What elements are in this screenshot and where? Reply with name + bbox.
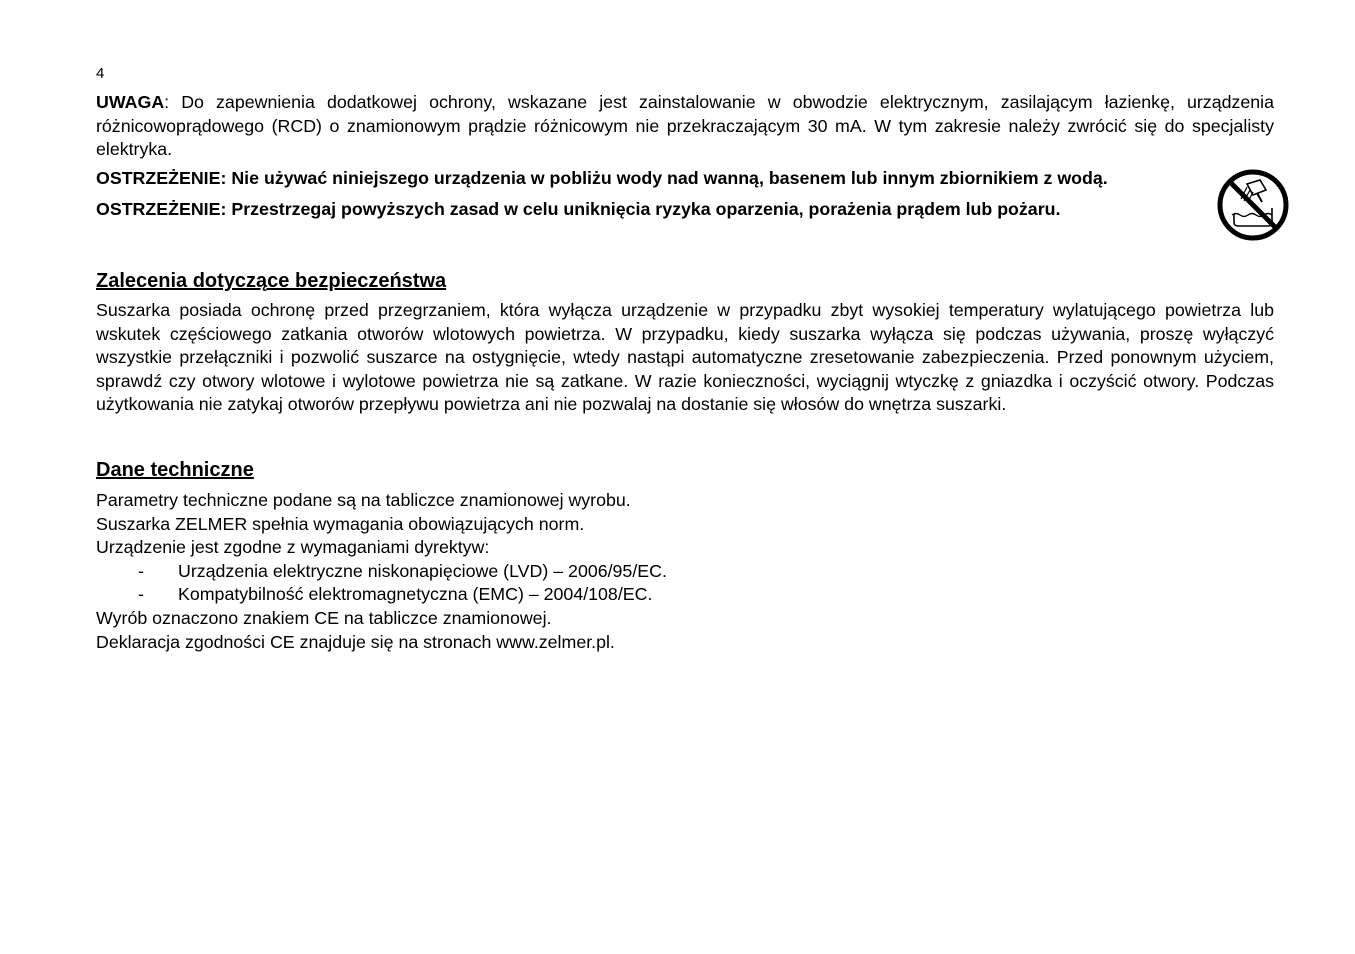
technical-line-parameters: Parametry techniczne podane są na tabliczce znamionowej wyrobu. (96, 489, 631, 510)
technical-line-declaration: Deklaracja zgodności CE znajduje się na stronach www.zelmer.pl. (96, 631, 615, 652)
safety-heading: Zalecenia dotyczące bezpieczeństwa (96, 269, 447, 292)
uwaga-label: UWAGA (96, 92, 165, 112)
uwaga-text: : Do zapewnienia dodatkowej ochrony, wskazane jest zainstalowanie w obwodzie elektrycznym, zasilającym łazienkę, urządzenia różnicowoprądowego (RCD) o znamionowym prądzie różnicowym nie przekraczającym 30 mA. W tym zakresie należy zwrócić się do specjalisty elektryka. (96, 92, 1274, 160)
warning-water-label: OSTRZEŻENIE (96, 167, 221, 188)
directive-list-item (96, 560, 1274, 584)
warnings-block (96, 167, 1193, 222)
technical-line-ce-mark: Wyrób oznaczono znakiem CE na tabliczce znamionowej. (96, 607, 552, 628)
warning-water-paragraph (96, 167, 1193, 191)
page-number: 4 (96, 65, 105, 82)
list-dash: - (138, 560, 144, 581)
warning-water-text: : Nie używać niniejszego urządzenia w pobliżu wody nad wanną, basenem lub innym zbiornikiem z wodą. (220, 167, 1108, 188)
technical-line-norms: Suszarka ZELMER spełnia wymagania obowiązujących norm. (96, 513, 585, 534)
directive-lvd: Urządzenia elektryczne niskonapięciowe (LVD) – 2006/95/EC. (178, 560, 667, 581)
list-dash: - (138, 584, 144, 605)
technical-lines (96, 489, 1274, 654)
no-water-use-icon (1216, 168, 1290, 242)
warning-rules-paragraph (96, 198, 1193, 222)
directive-list-item (96, 583, 1274, 607)
document-page (96, 64, 1274, 654)
warning-rules-text: : Przestrzegaj powyższych zasad w celu uniknięcia ryzyka oparzenia, porażenia prądem lub pożaru. (220, 199, 1061, 220)
safety-paragraph: Suszarka posiada ochronę przed przegrzaniem, która wyłącza urządzenie w przypadku zbyt wysokiej temperatury wylatującego powietrza lub wskutek częściowego zatkania otworów wlotowych powietrza. W przypadku, kiedy suszarka wyłącza się podczas używania, proszę wyłączyć wszystkie przełączniki i pozwolić suszarce na ostygnięcie, wtedy nastąpi automatyczne zresetowanie zabezpieczenia. Przed ponownym użyciem, sprawdź czy otwory wlotowe i wylotowe powietrza nie są zatkane. W razie konieczności, wyciągnij wtyczkę z gniazdka i oczyścić otwory. Podczas użytkowania nie zatykaj otworów przepływu powietrza ani nie pozwalaj na dostanie się włosów do wnętrza suszarki. (96, 299, 1274, 415)
warning-rules-label: OSTRZEŻENIE (96, 199, 221, 220)
uwaga-paragraph (96, 91, 1274, 162)
technical-line-directives-intro: Urządzenie jest zgodne z wymaganiami dyrektyw: (96, 537, 490, 558)
technical-heading: Dane techniczne (96, 458, 254, 481)
directive-emc: Kompatybilność elektromagnetyczna (EMC) – 2004/108/EC. (178, 584, 653, 605)
